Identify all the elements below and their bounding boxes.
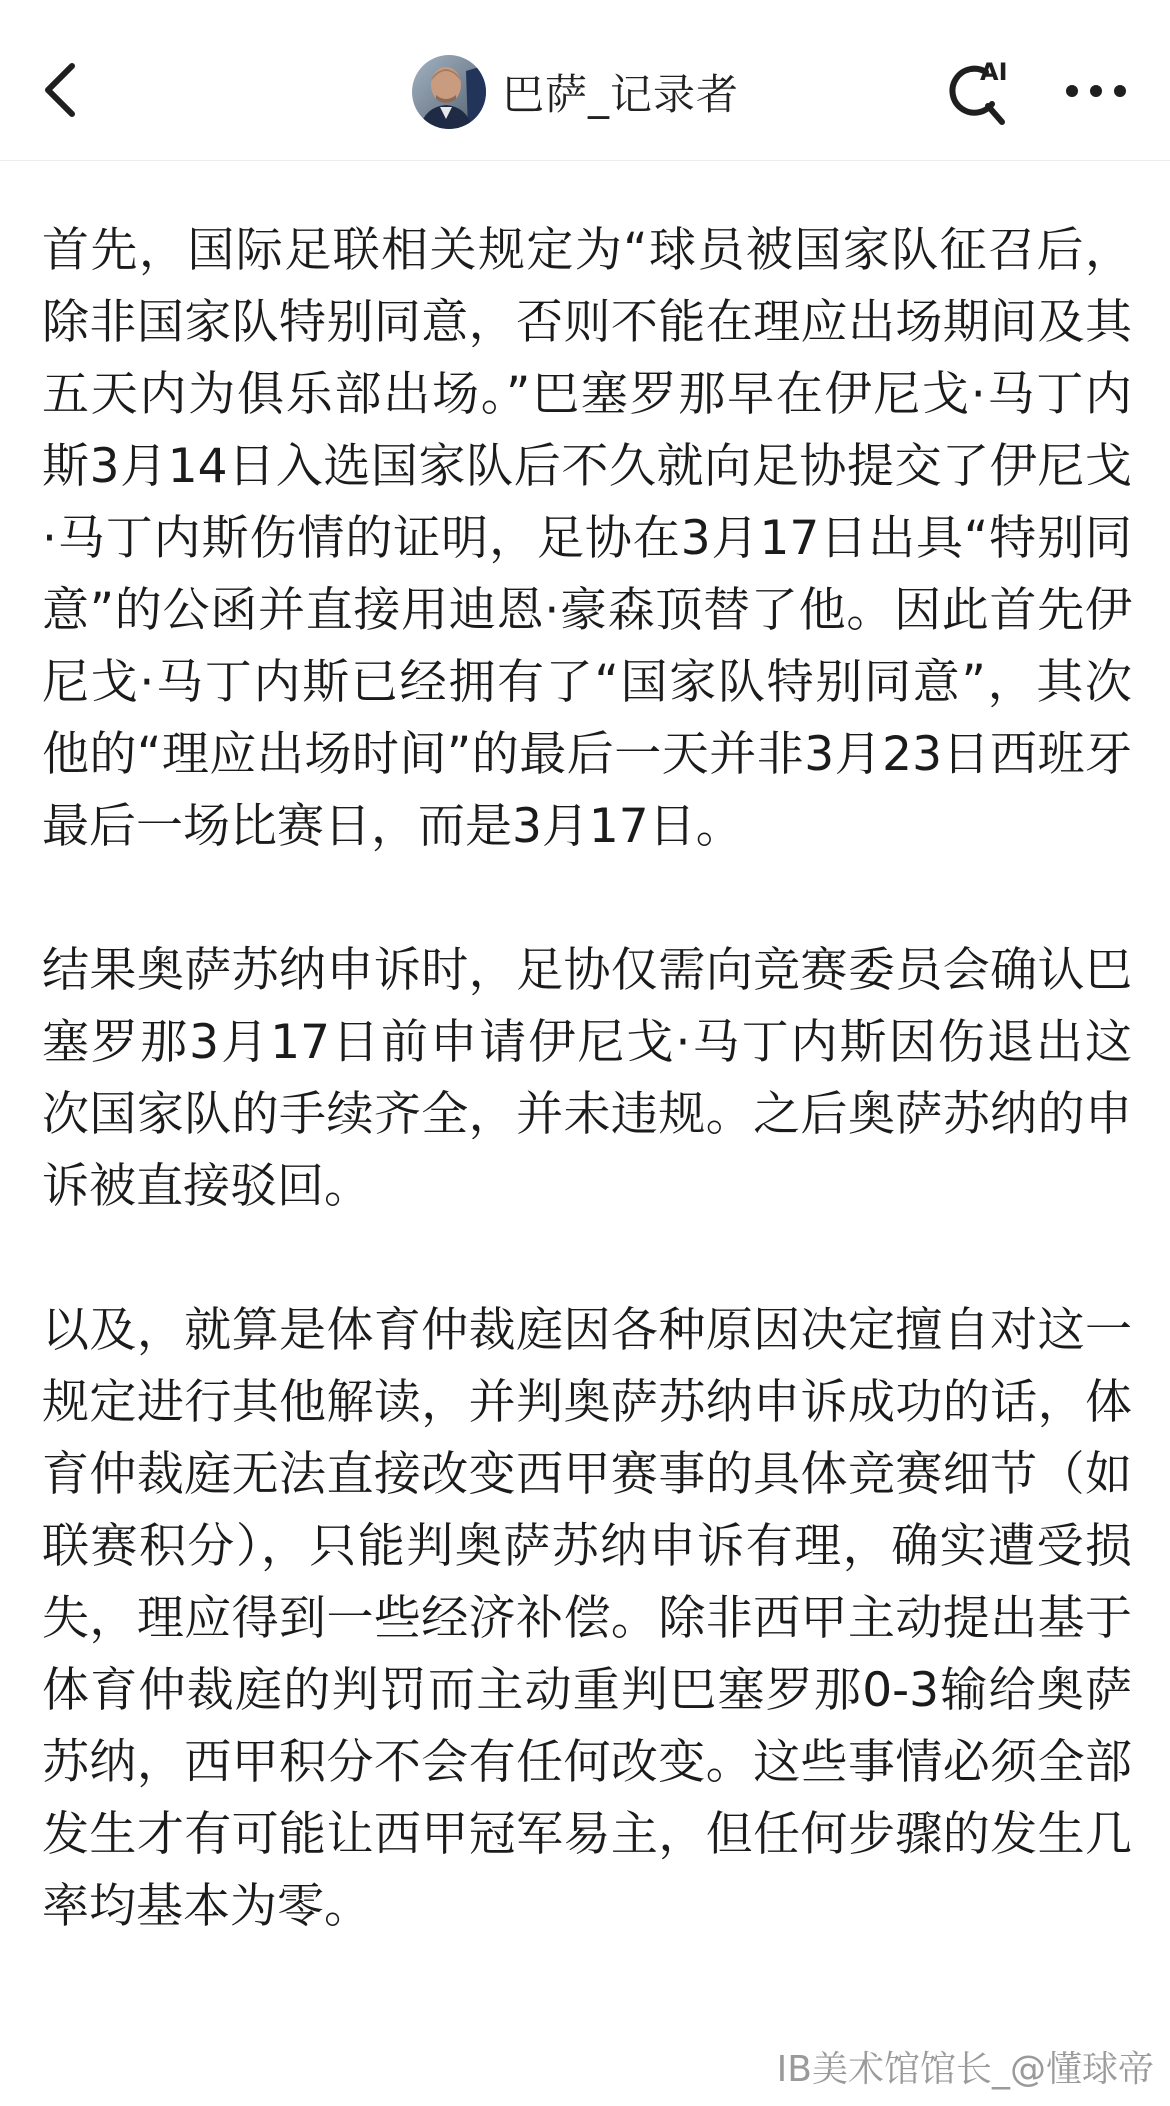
username[interactable]: 巴萨_记录者 (502, 70, 740, 119)
ai-search-button[interactable] (938, 52, 1018, 132)
author-profile[interactable] (412, 54, 739, 130)
chevron-left-icon (38, 60, 82, 120)
more-options-button[interactable] (1058, 66, 1134, 116)
back-button[interactable] (20, 50, 100, 130)
article-paragraph-3: 以及，就算是体育仲裁庭因各种原因决定擅自对这一规定进行其他解读，并判奥萨苏纳申诉成功的话，体育仲裁庭无法直接改变西甲赛事的具体竞赛细节（如联赛积分），只能判奥萨苏纳申诉有理，确实遭受损失，理应得到一些经济补偿。除非西甲主动提出基于体育仲裁庭的判罚而主动重判巴塞罗那0-3输给奥萨苏纳，西甲积分不会有任何改变。这些事情必须全部发生才有可能让西甲冠军易主，但任何步骤的发生几率均基本为零。 (42, 1303, 1132, 1934)
article-paragraph-2: 结果奥萨苏纳申诉时，足协仅需向竞赛委员会确认巴塞罗那3月17日前申请伊尼戈·马丁内斯因伤退出这次国家队的手续齐全，并未违规。之后奥萨苏纳的申诉被直接驳回。 (42, 943, 1132, 1214)
ai-search-icon (938, 52, 1018, 132)
top-navigation-bar (0, 0, 1170, 161)
watermark: IB美术馆馆长_@懂球帝 (776, 2049, 1154, 2090)
avatar[interactable] (412, 55, 486, 129)
article-body (42, 215, 1132, 1943)
ai-badge: AI (980, 58, 1008, 86)
article-paragraph-1: 首先，国际足联相关规定为“球员被国家队征召后，除非国家队特别同意，否则不能在理应出场期间及其五天内为俱乐部出场。”巴塞罗那早在伊尼戈·马丁内斯3月14日入选国家队后不久就向足协提交了伊尼戈·马丁内斯伤情的证明，足协在3月17日出具“特别同意”的公函并直接用迪恩·豪森顶替了他。因此首先伊尼戈·马丁内斯已经拥有了“国家队特别同意”，其次他的“理应出场时间”的最后一天并非3月23日西班牙最后一场比赛日，而是3月17日。 (42, 223, 1132, 854)
more-horizontal-icon (1058, 66, 1134, 116)
